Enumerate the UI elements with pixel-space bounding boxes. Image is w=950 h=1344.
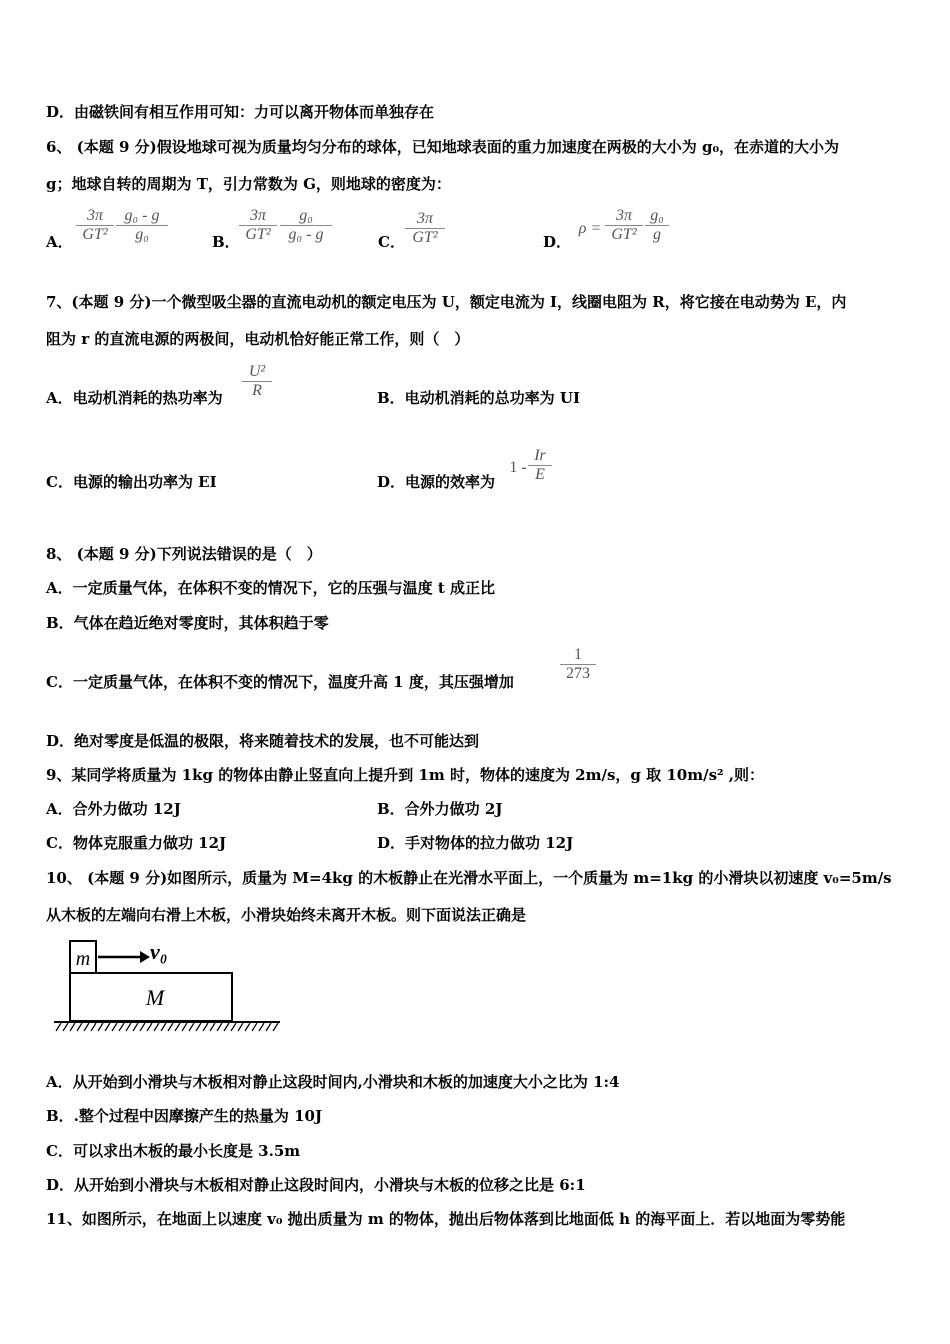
question-8-stem: 8、 (本题 9 分)下列说法错误的是（ ） [46, 545, 322, 563]
q7-option-d-text: D．电源的效率为 [377, 473, 496, 491]
hatch-mark [70, 1023, 75, 1031]
hatch-mark [182, 1023, 187, 1031]
q8-option-c: C．一定质量气体，在体积不变的情况下，温度升高 1 度，其压强增加 [46, 673, 514, 691]
q6-option-b-label: B． [212, 233, 240, 251]
q10-option-a: A．从开始到小滑块与木板相对静止这段时间内,小滑块和木板的加速度大小之比为 1:4 [46, 1073, 620, 1091]
q9-option-c: C．物体克服重力做功 12J [46, 834, 227, 852]
hatch-mark [273, 1023, 278, 1031]
hatch-mark [210, 1023, 215, 1031]
hatch-mark [56, 1023, 61, 1031]
hatch-mark [98, 1023, 103, 1031]
velocity-arrow-head [140, 951, 150, 963]
q6-option-d-prefix: ρ = [578, 220, 602, 237]
hatch-mark [252, 1023, 257, 1031]
q10-option-c: C．可以求出木板的最小长度是 3.5m [46, 1142, 301, 1160]
hatch-mark [175, 1023, 180, 1031]
question-10-stem-line-1: 10、 (本题 9 分)如图所示，质量为 M=4kg 的木板静止在光滑水平面上，一个质量为 m=1kg 的小滑块以初速度 v₀=5m/s [46, 869, 892, 887]
hatch-mark [161, 1023, 166, 1031]
hatch-mark [245, 1023, 250, 1031]
q7-option-b-text: B．电动机消耗的总功率为 UI [377, 389, 580, 407]
q6-option-c-label: C． [378, 233, 405, 251]
hatch-mark [196, 1023, 201, 1031]
q7-option-d-prefix: 1 - [509, 459, 527, 476]
hatch-mark [84, 1023, 89, 1031]
hatch-mark [231, 1023, 236, 1031]
question-6-stem-line-2: g；地球自转的周期为 T，引力常数为 G，则地球的密度为： [46, 175, 451, 193]
question-6-stem-line-1: 6、 (本题 9 分)假设地球可视为质量均匀分布的球体，已知地球表面的重力加速度在两极的大小为 g₀，在赤道的大小为 [46, 138, 840, 156]
q6-option-d-fraction-1: 3π GT² [605, 207, 643, 244]
hatch-mark [77, 1023, 82, 1031]
hatch-mark [105, 1023, 110, 1031]
hatch-mark [119, 1023, 124, 1031]
question-11-stem: 11、如图所示，在地面上以速度 v₀ 抛出质量为 m 的物体，抛出后物体落到比地面低 h 的海平面上．若以地面为零势能 [46, 1210, 846, 1228]
q7-option-d-fraction: Ir E [528, 447, 552, 484]
q9-option-b: B．合外力做功 2J [377, 800, 503, 818]
q8-option-b: B．气体在趋近绝对零度时，其体积趋于零 [46, 614, 329, 632]
hatch-mark [238, 1023, 243, 1031]
hatch-mark [217, 1023, 222, 1031]
hatch-mark [203, 1023, 208, 1031]
board-label: M [145, 985, 165, 1010]
question-9-stem: 9、某同学将质量为 1kg 的物体由静止竖直向上提升到 1m 时，物体的速度为 2m/s，g 取 10m/s² ,则： [46, 766, 765, 784]
hatch-mark [140, 1023, 145, 1031]
hatch-mark [112, 1023, 117, 1031]
q8-option-c-fraction: 1 273 [560, 646, 596, 683]
q8-option-d: D．绝对零度是低温的极限，将来随着技术的发展，也不可能达到 [46, 732, 480, 750]
q9-option-a: A．合外力做功 12J [46, 800, 181, 818]
hatch-mark [126, 1023, 131, 1031]
velocity-label: v₀ [150, 939, 168, 964]
hatch-mark [63, 1023, 68, 1031]
hatch-mark [168, 1023, 173, 1031]
hatch-mark [133, 1023, 138, 1031]
hatch-mark [154, 1023, 159, 1031]
hatch-mark [91, 1023, 96, 1031]
q7-option-a-text: A．电动机消耗的热功率为 [46, 389, 223, 407]
q7-option-a-fraction: U² R [242, 363, 272, 400]
small-block-label: m [75, 948, 91, 970]
hatch-mark [259, 1023, 264, 1031]
hatch-mark [266, 1023, 271, 1031]
q6-option-c-fraction: 3π GT² [405, 210, 445, 247]
q7-option-c-text: C．电源的输出功率为 EI [46, 473, 217, 491]
q6-option-d-label: D． [543, 233, 572, 251]
hatch-mark [189, 1023, 194, 1031]
q6-option-d-fraction-2: g₀ g [645, 207, 669, 244]
q6-option-b-fraction-1: 3π GT² [239, 207, 277, 244]
q9-option-d: D．手对物体的拉力做功 12J [377, 834, 574, 852]
q10-option-d: D．从开始到小滑块与木板相对静止这段时间内，小滑块与木板的位移之比是 6:1 [46, 1176, 586, 1194]
q6-option-a-label: A． [46, 233, 73, 251]
block-on-board-figure [50, 935, 285, 1035]
q10-option-b: B．.整个过程中因摩擦产生的热量为 10J [46, 1107, 323, 1125]
q8-option-a: A．一定质量气体，在体积不变的情况下，它的压强与温度 t 成正比 [46, 579, 496, 597]
ground-hatching [56, 1023, 278, 1031]
q6-option-a-fraction-2: g₀ - g g₀ [116, 207, 168, 244]
q6-option-b-fraction-2: g₀ g₀ - g [280, 207, 332, 244]
hatch-mark [224, 1023, 229, 1031]
q6-option-a-fraction-1: 3π GT² [76, 207, 114, 244]
question-10-stem-line-2: 从木板的左端向右滑上木板，小滑块始终未离开木板。则下面说法正确是 [46, 906, 527, 924]
question-5-option-d: D．由磁铁间有相互作用可知：力可以离开物体而单独存在 [46, 103, 435, 121]
question-7-stem-line-1: 7、(本题 9 分)一个微型吸尘器的直流电动机的额定电压为 U，额定电流为 I，线圈电阻为 R，将它接在电动势为 E，内 [46, 293, 847, 311]
question-7-stem-line-2: 阻为 r 的直流电源的两极间，电动机恰好能正常工作，则（ ） [46, 330, 470, 348]
hatch-mark [147, 1023, 152, 1031]
